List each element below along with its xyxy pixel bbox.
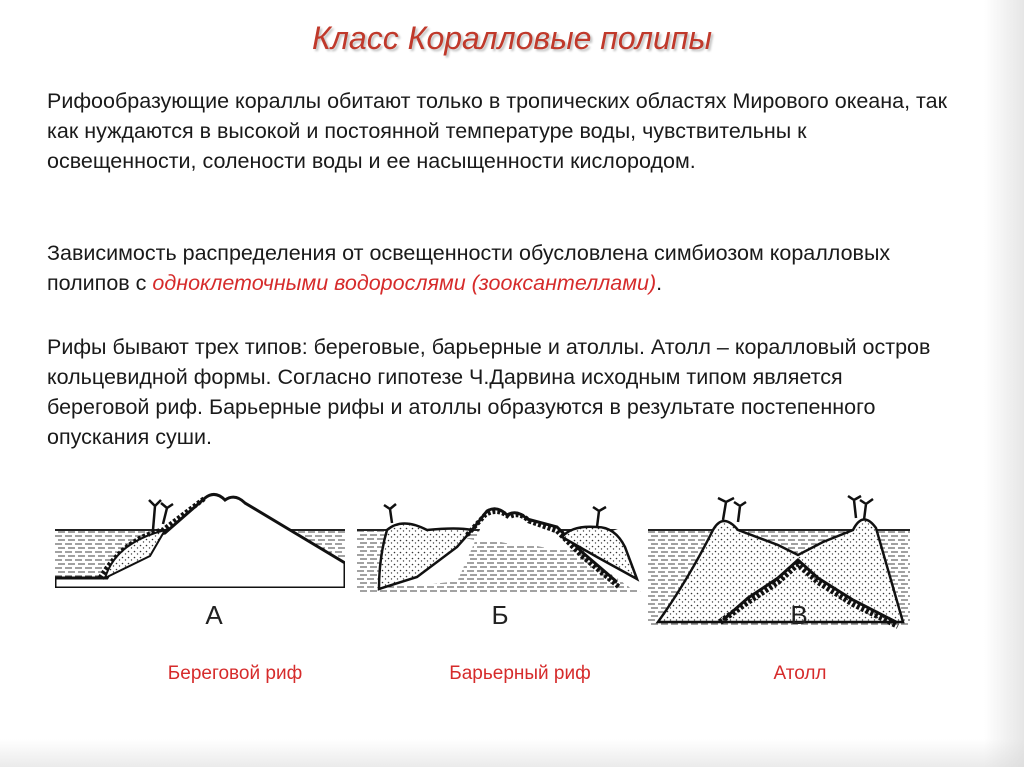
caption-atoll: Атолл	[773, 663, 827, 684]
diagram-letter-v: В	[790, 600, 808, 630]
paragraph-reef-types: Рифы бывают трех типов: береговые, барьерные и атоллы. Атолл – коралловый остров кольцевидной формы. Согласно гипотезе Ч.Дарвина исходным типом является береговой риф. Барьерные рифы и атоллы образуются в результате постепенного опускания суши.	[47, 335, 931, 449]
diagram-letter-b: Б	[491, 600, 509, 630]
slide-edge-shadow	[984, 0, 1024, 767]
symbiosis-text: Зависимость распределения от освещенности обусловлена симбиозом коралловых полипов с	[47, 241, 891, 295]
diagram-letter-a: А	[205, 600, 223, 630]
caption-fringing-reef: Береговой риф	[167, 663, 303, 684]
paragraph-symbiosis	[47, 238, 947, 298]
barrier-reef-diagram	[357, 497, 642, 597]
fringing-reef-diagram	[55, 478, 345, 588]
paragraph-habitat: Рифообразующие кораллы обитают только в тропических областях Мирового океана, так как нуждаются в высокой и постоянной температуре воды, чувствительны к освещенности, солености воды и ее насыщенности кислородом.	[47, 89, 947, 173]
zooxanthellae-highlight: одноклеточными водорослями (зооксантеллами)	[152, 271, 657, 295]
caption-barrier-reef: Барьерный риф	[449, 663, 591, 684]
symbiosis-end: .	[656, 271, 663, 295]
slide-bottom-shadow	[0, 739, 1024, 767]
slide-title: Класс Коралловые полипы	[311, 20, 712, 56]
